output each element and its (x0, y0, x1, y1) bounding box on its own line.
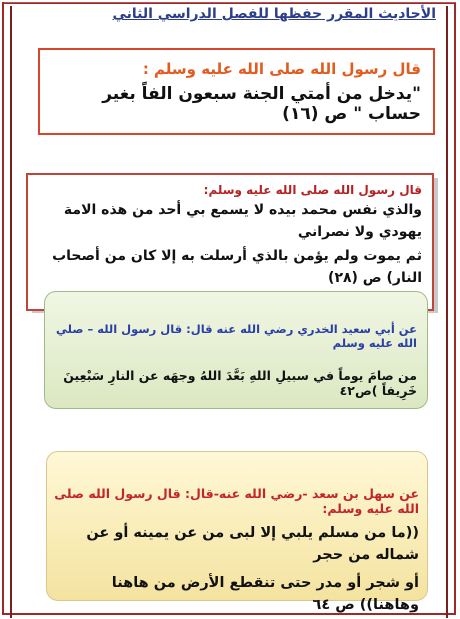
hadith-1-intro: قال رسول الله صلى الله عليه وسلم : (142, 60, 421, 78)
hadith-4-intro: عن سهل بن سعد -رضي الله عنه-قال: قال رسول الله صلى الله عليه وسلم: (54, 486, 419, 516)
hadith-box-1 (38, 48, 435, 135)
page-title: الأحاديث المقرر حفظها للفصل الدراسي الثاني (112, 6, 436, 22)
hadith-4-line-1: ((ما من مسلم يلبي إلا لبى من عن يمينه أو عن شماله من حجر (86, 525, 419, 563)
hadith-2-intro: قال رسول الله صلى الله عليه وسلم: (203, 183, 422, 197)
hadith-3-intro: عن أبي سعيد الخدري رضي الله عنه قال: قال رسول الله – صلي الله عليه وسلم (56, 322, 417, 350)
hadith-3-text: من صامَ يوماً في سبيلِ اللهِ بَعَّدَ اللهُ وجهَه عن النارِ سَبْعِينَ خَرِيفاً )ص٤٢ (63, 368, 417, 398)
hadith-4-line-2: أو شجر أو مدر حتى تنقطع الأرض من هاهنا وهاهنا)) ص ٦٤ (111, 575, 419, 613)
top-rule (4, 2, 456, 3)
hadith-1-text: "يدخل من أمتي الجنة سبعون الفاً بغير حساب " ص (١٦) (102, 84, 421, 124)
hadith-box-4 (46, 451, 428, 613)
hadith-2-line-1: والذي نفس محمد بيده لا يسمع بي أحد من هذه الامة يهودي ولا نصراني (63, 202, 422, 240)
hadith-box-3 (44, 291, 428, 409)
hadith-2-line-2: ثم يموت ولم يؤمن بالذي أرسلت به إلا كان من أصحاب النار) ص (٢٨) (52, 248, 422, 286)
